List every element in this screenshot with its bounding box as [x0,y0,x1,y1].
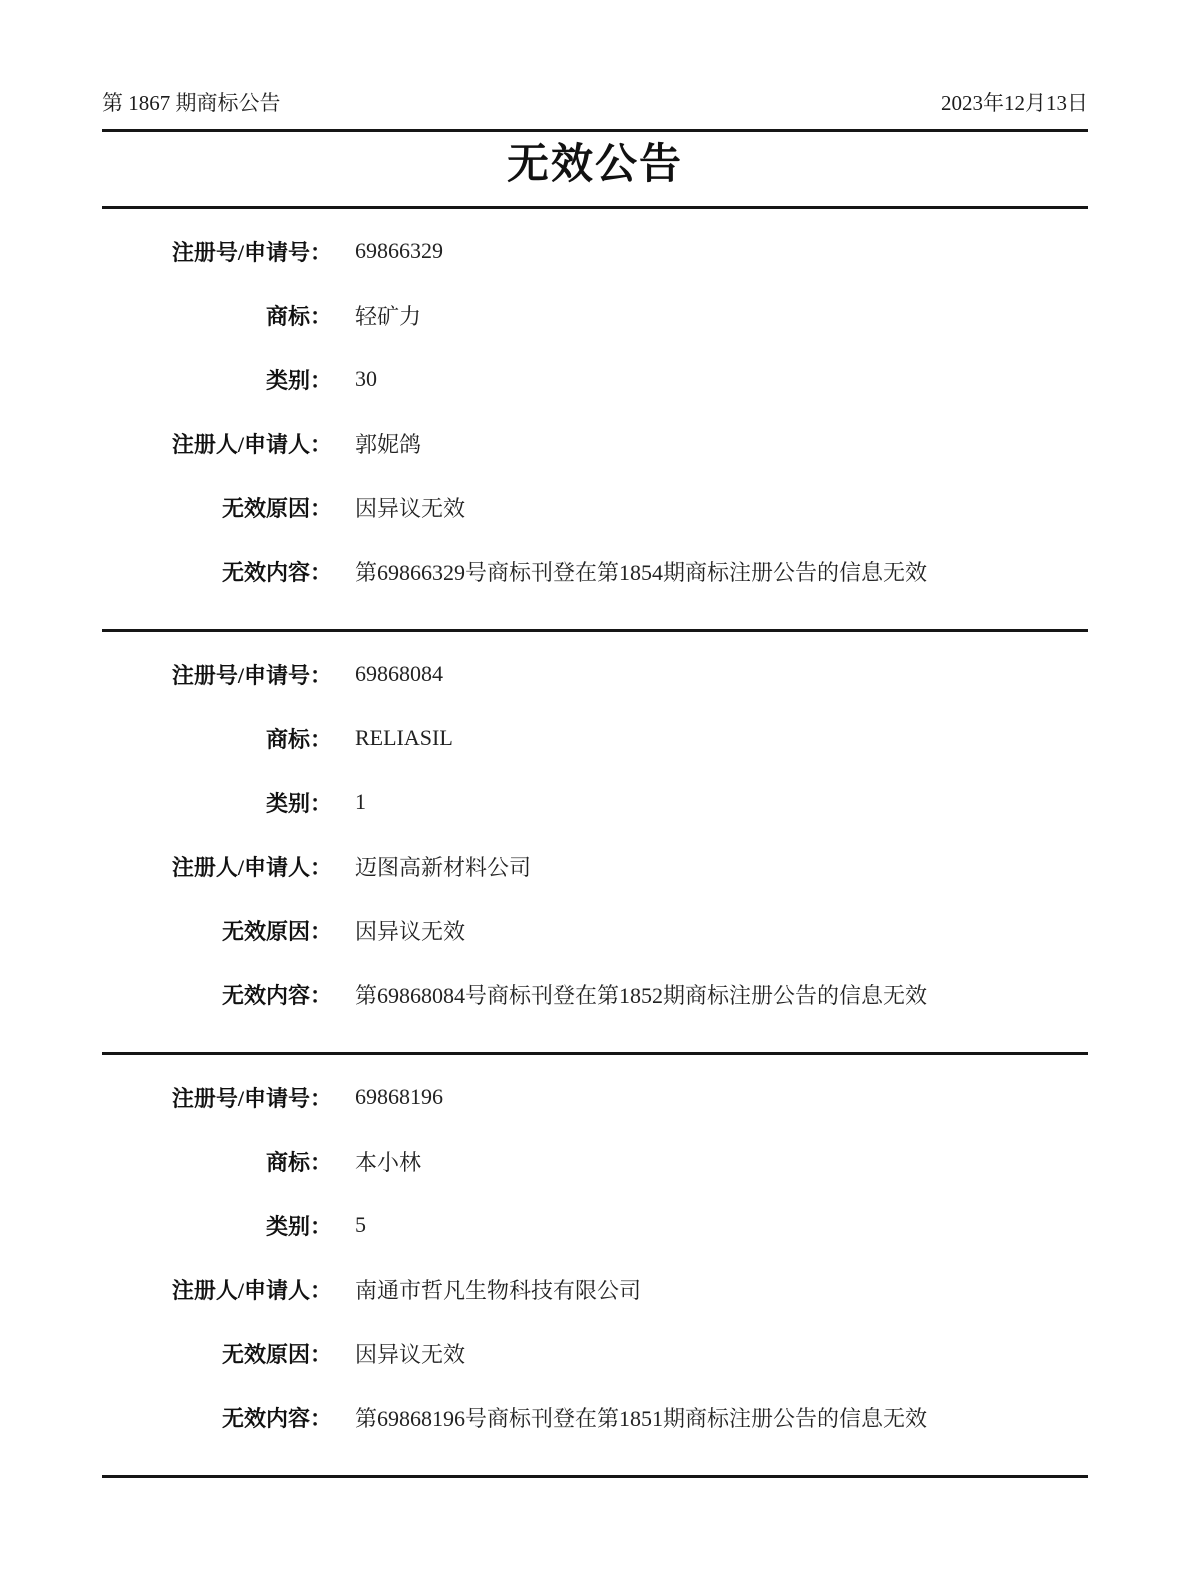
field-row-content [102,962,1088,1026]
field-row-class [102,1193,1088,1257]
trademark-record [102,209,1088,632]
gazette-issue-label: 第 1867 期商标公告 [102,91,281,115]
title-block [102,132,1088,209]
reason-value: 因异议无效 [355,495,466,521]
reg-no-value: 69868196 [355,1084,443,1109]
reg-no-value: 69866329 [355,238,443,263]
content-label: 无效内容： [221,559,332,585]
reg-no-label: 注册号/申请号： [171,1085,332,1111]
field-row-registrant [102,834,1088,898]
reason-label: 无效原因： [221,1341,332,1367]
registrant-label: 注册人/申请人： [171,431,332,457]
field-row-trademark [102,283,1088,347]
registrant-value: 迈图高新材料公司 [355,854,532,880]
field-row-trademark [102,1129,1088,1193]
registrant-value: 郭妮鸽 [355,431,422,457]
class-label: 类别： [265,367,332,393]
class-value: 5 [355,1212,366,1237]
field-row-content [102,1385,1088,1449]
content-label: 无效内容： [221,1405,332,1431]
trademark-value: RELIASIL [355,725,453,750]
field-row-reg-no [102,1065,1088,1129]
reg-no-value: 69868084 [355,661,443,686]
content-value: 第69868084号商标刊登在第1852期商标注册公告的信息无效 [355,982,928,1008]
registrant-value: 南通市哲凡生物科技有限公司 [355,1277,642,1303]
registrant-label: 注册人/申请人： [171,1277,332,1303]
page-header [102,0,1088,132]
trademark-record [102,1055,1088,1478]
trademark-value: 轻矿力 [355,303,422,329]
reason-value: 因异议无效 [355,918,466,944]
class-label: 类别： [265,790,332,816]
reg-no-label: 注册号/申请号： [171,239,332,265]
class-value: 1 [355,789,366,814]
reason-label: 无效原因： [221,495,332,521]
field-row-content [102,539,1088,603]
gazette-date: 2023年12月13日 [941,91,1088,115]
trademark-value: 本小林 [355,1149,422,1175]
field-row-registrant [102,411,1088,475]
field-row-reason [102,898,1088,962]
field-row-registrant [102,1257,1088,1321]
trademark-label: 商标： [265,1149,332,1175]
content-label: 无效内容： [221,982,332,1008]
class-value: 30 [355,366,377,391]
field-row-reg-no [102,219,1088,283]
content-value: 第69868196号商标刊登在第1851期商标注册公告的信息无效 [355,1405,928,1431]
field-row-reason [102,475,1088,539]
reason-value: 因异议无效 [355,1341,466,1367]
registrant-label: 注册人/申请人： [171,854,332,880]
field-row-trademark [102,706,1088,770]
class-label: 类别： [265,1213,332,1239]
trademark-record [102,632,1088,1055]
field-row-class [102,770,1088,834]
reg-no-label: 注册号/申请号： [171,662,332,688]
page-title: 无效公告 [506,142,683,188]
trademark-label: 商标： [265,726,332,752]
field-row-reason [102,1321,1088,1385]
content-value: 第69866329号商标刊登在第1854期商标注册公告的信息无效 [355,559,928,585]
field-row-reg-no [102,642,1088,706]
field-row-class [102,347,1088,411]
trademark-label: 商标： [265,303,332,329]
reason-label: 无效原因： [221,918,332,944]
